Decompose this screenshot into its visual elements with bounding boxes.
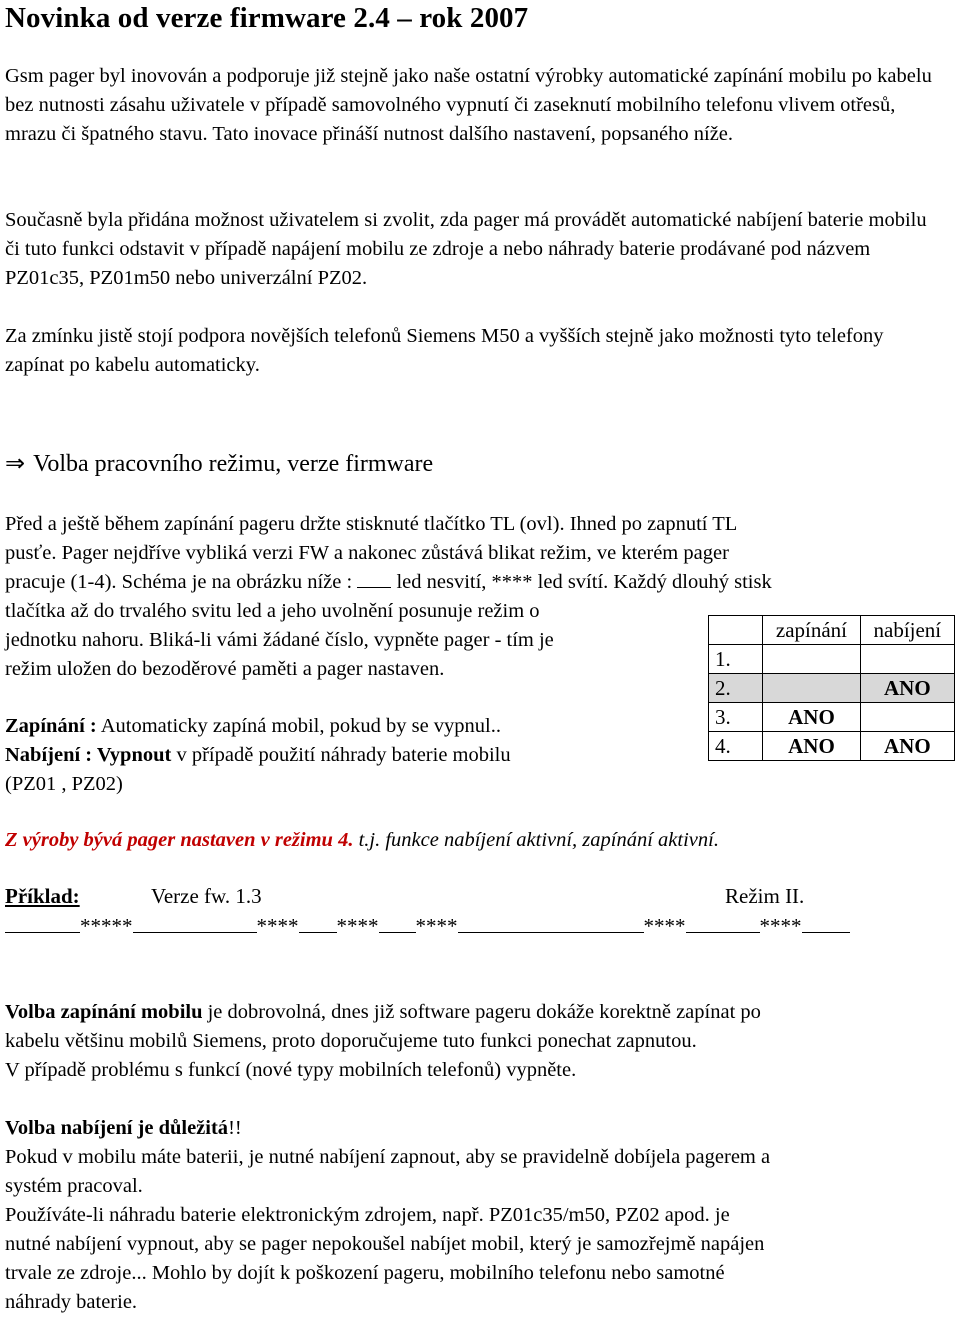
mode-instructions-line-2: pusťe. Pager nejdříve vybliká verzi FW a nakonec zůstává blikat režim, ve kterém pager [5, 542, 729, 564]
table-cell: ANO [860, 674, 954, 703]
led-on-segment: ***** [80, 914, 133, 938]
example-mode: Režim II. [725, 884, 805, 908]
led-off-segment [686, 917, 760, 933]
modes-table [708, 615, 955, 761]
nabijeni-section-line-5: trvale ze zdroje... Mohlo by dojít k poškození pageru, mobilního telefonu nebo samotné [5, 1262, 725, 1284]
intro-paragraph-2: Současně byla přidána možnost uživatelem si zvolit, zda pager má provádět automatické nabíjení baterie mobilu či tuto funkci odstavit v případě napájení mobilu ze zdroje a nebo náhrady baterie prodávané pod názvem PZ01c35, PZ01m50 nebo univerzální PZ02. [5, 209, 927, 289]
table-cell: ANO [763, 732, 860, 761]
mode-instructions-line-5: jednotku nahoru. Bliká-li vámi žádané číslo, vypněte pager - tím je [5, 629, 554, 651]
nabijeni-section-line-1: Pokud v mobilu máte baterii, je nutné nabíjení zapnout, aby se pravidelně dobíjela pagerem a [5, 1146, 771, 1168]
table-cell: ANO [860, 732, 954, 761]
zapinani-section-text: je dobrovolná, dnes již software pageru dokáže korektně zapínat po [202, 1001, 761, 1023]
nabijeni-section-line-3: Používáte-li náhradu baterie elektronickým zdrojem, např. PZ01c35/m50, PZ02 apod. je [5, 1204, 730, 1226]
led-off-segment [5, 917, 80, 933]
mode-number: 2. [709, 674, 763, 703]
mode-instructions-line-3 [5, 568, 772, 597]
table-cell [860, 645, 954, 674]
led-on-segment: **** [256, 914, 299, 938]
example-version: Verze fw. 1.3 [151, 884, 262, 908]
zapinani-label: Zapínání : [5, 715, 97, 737]
nabijeni-label: Nabíjení : Vypnout [5, 744, 172, 766]
table-cell [763, 645, 860, 674]
nabijeni-text: v případě použití náhrady baterie mobilu [171, 744, 511, 766]
table-cell [763, 674, 860, 703]
table-header-cell: nabíjení [860, 616, 954, 645]
led-off-segment [379, 917, 416, 933]
table-header-cell [709, 616, 763, 645]
zapinani-section-heading: Volba zapínání mobilu [5, 1001, 203, 1023]
nabijeni-heading-bold: Volba nabíjení je důležitá [5, 1117, 229, 1139]
nabijeni-section-line-6: náhrady baterie. [5, 1291, 138, 1313]
nabijeni-heading-tail: !! [228, 1117, 242, 1139]
zapinani-section-line-3: V případě problému s funkcí (nové typy mobilních telefonů) vypněte. [5, 1059, 577, 1081]
mode-number: 4. [709, 732, 763, 761]
factory-setting-note [5, 826, 719, 855]
nabijeni-section-heading [5, 1114, 242, 1143]
example-row [5, 884, 805, 909]
mode-instructions-line-6: režim uložen do bezoděrové paměti a pager nastaven. [5, 658, 445, 680]
mode-number: 1. [709, 645, 763, 674]
table-row [709, 674, 955, 703]
nabijeni-definition-line-2: (PZ01 , PZ02) [5, 773, 123, 795]
factory-setting-red: Z výroby bývá pager nastaven v režimu 4. [5, 829, 354, 851]
table-header-cell: zapínání [763, 616, 860, 645]
led-on-segment: **** [643, 914, 686, 938]
intro-paragraph-1: Gsm pager byl inovován a podporuje již stejně jako naše ostatní výrobky automatické zapínání mobilu po kabelu bez nutnosti zásahu uživatele v případě samovolného vypnutí či zaseknutí mobilního telefonu vlivem otřesů, mrazu či špatného stavu. Tato inovace přináší nutnost dalšího nastavení, popsaného níže. [5, 65, 932, 145]
zapinani-definition [5, 712, 501, 741]
mode-number: 3. [709, 703, 763, 732]
led-off-segment [802, 917, 850, 933]
intro-paragraph-3: Za zmínku jistě stojí podpora novějších telefonů Siemens M50 a vyšších stejně jako možnosti tyto telefony zapínat po kabelu automaticky. [5, 325, 884, 376]
section-heading [5, 449, 433, 478]
mode-instructions-line-1: Před a ještě během zapínání pageru držte stisknuté tlačítko TL (ovl). Ihned po zapnutí TL [5, 513, 738, 535]
led-off-segment [458, 917, 644, 933]
blank-underline [357, 573, 391, 588]
table-cell: ANO [763, 703, 860, 732]
table-header-row [709, 616, 955, 645]
table-cell [860, 703, 954, 732]
nabijeni-section-line-2: systém pracoval. [5, 1175, 143, 1197]
led-on-segment: **** [336, 914, 379, 938]
mode-instructions-line-3a: pracuje (1-4). Schéma je na obrázku níže : [5, 571, 358, 593]
led-off-segment [299, 917, 337, 933]
zapinani-section-line-2: kabelu většinu mobilů Siemens, proto doporučujeme tuto funkci ponechat zapnutou. [5, 1030, 697, 1052]
section-heading-text: Volba pracovního režimu, verze firmware [33, 451, 434, 477]
mode-instructions-line-4: tlačítka až do trvalého svitu led a jeho uvolnění posunuje režim o [5, 600, 540, 622]
nabijeni-definition [5, 741, 511, 770]
mode-instructions-line-3b: led nesvití, **** led svítí. Každý dlouhý stisk [391, 571, 772, 593]
table-row [709, 732, 955, 761]
factory-setting-rest: t.j. funkce nabíjení aktivní, zapínání aktivní. [353, 829, 719, 851]
led-on-segment: **** [759, 914, 802, 938]
table-row [709, 645, 955, 674]
example-label: Příklad: [5, 884, 80, 908]
led-sequence [5, 914, 850, 939]
zapinani-text: Automaticky zapíná mobil, pokud by se vypnul.. [96, 715, 501, 737]
double-arrow-right-icon: ⇒ [5, 449, 26, 477]
led-on-segment: **** [415, 914, 458, 938]
document-title: Novinka od verze firmware 2.4 – rok 2007 [5, 2, 529, 34]
led-off-segment [133, 917, 257, 933]
zapinani-section-line-1 [5, 998, 761, 1027]
nabijeni-section-line-4: nutné nabíjení vypnout, aby se pager nepokoušel nabíjet mobil, který je samozřejmě napájen [5, 1233, 765, 1255]
table-row [709, 703, 955, 732]
